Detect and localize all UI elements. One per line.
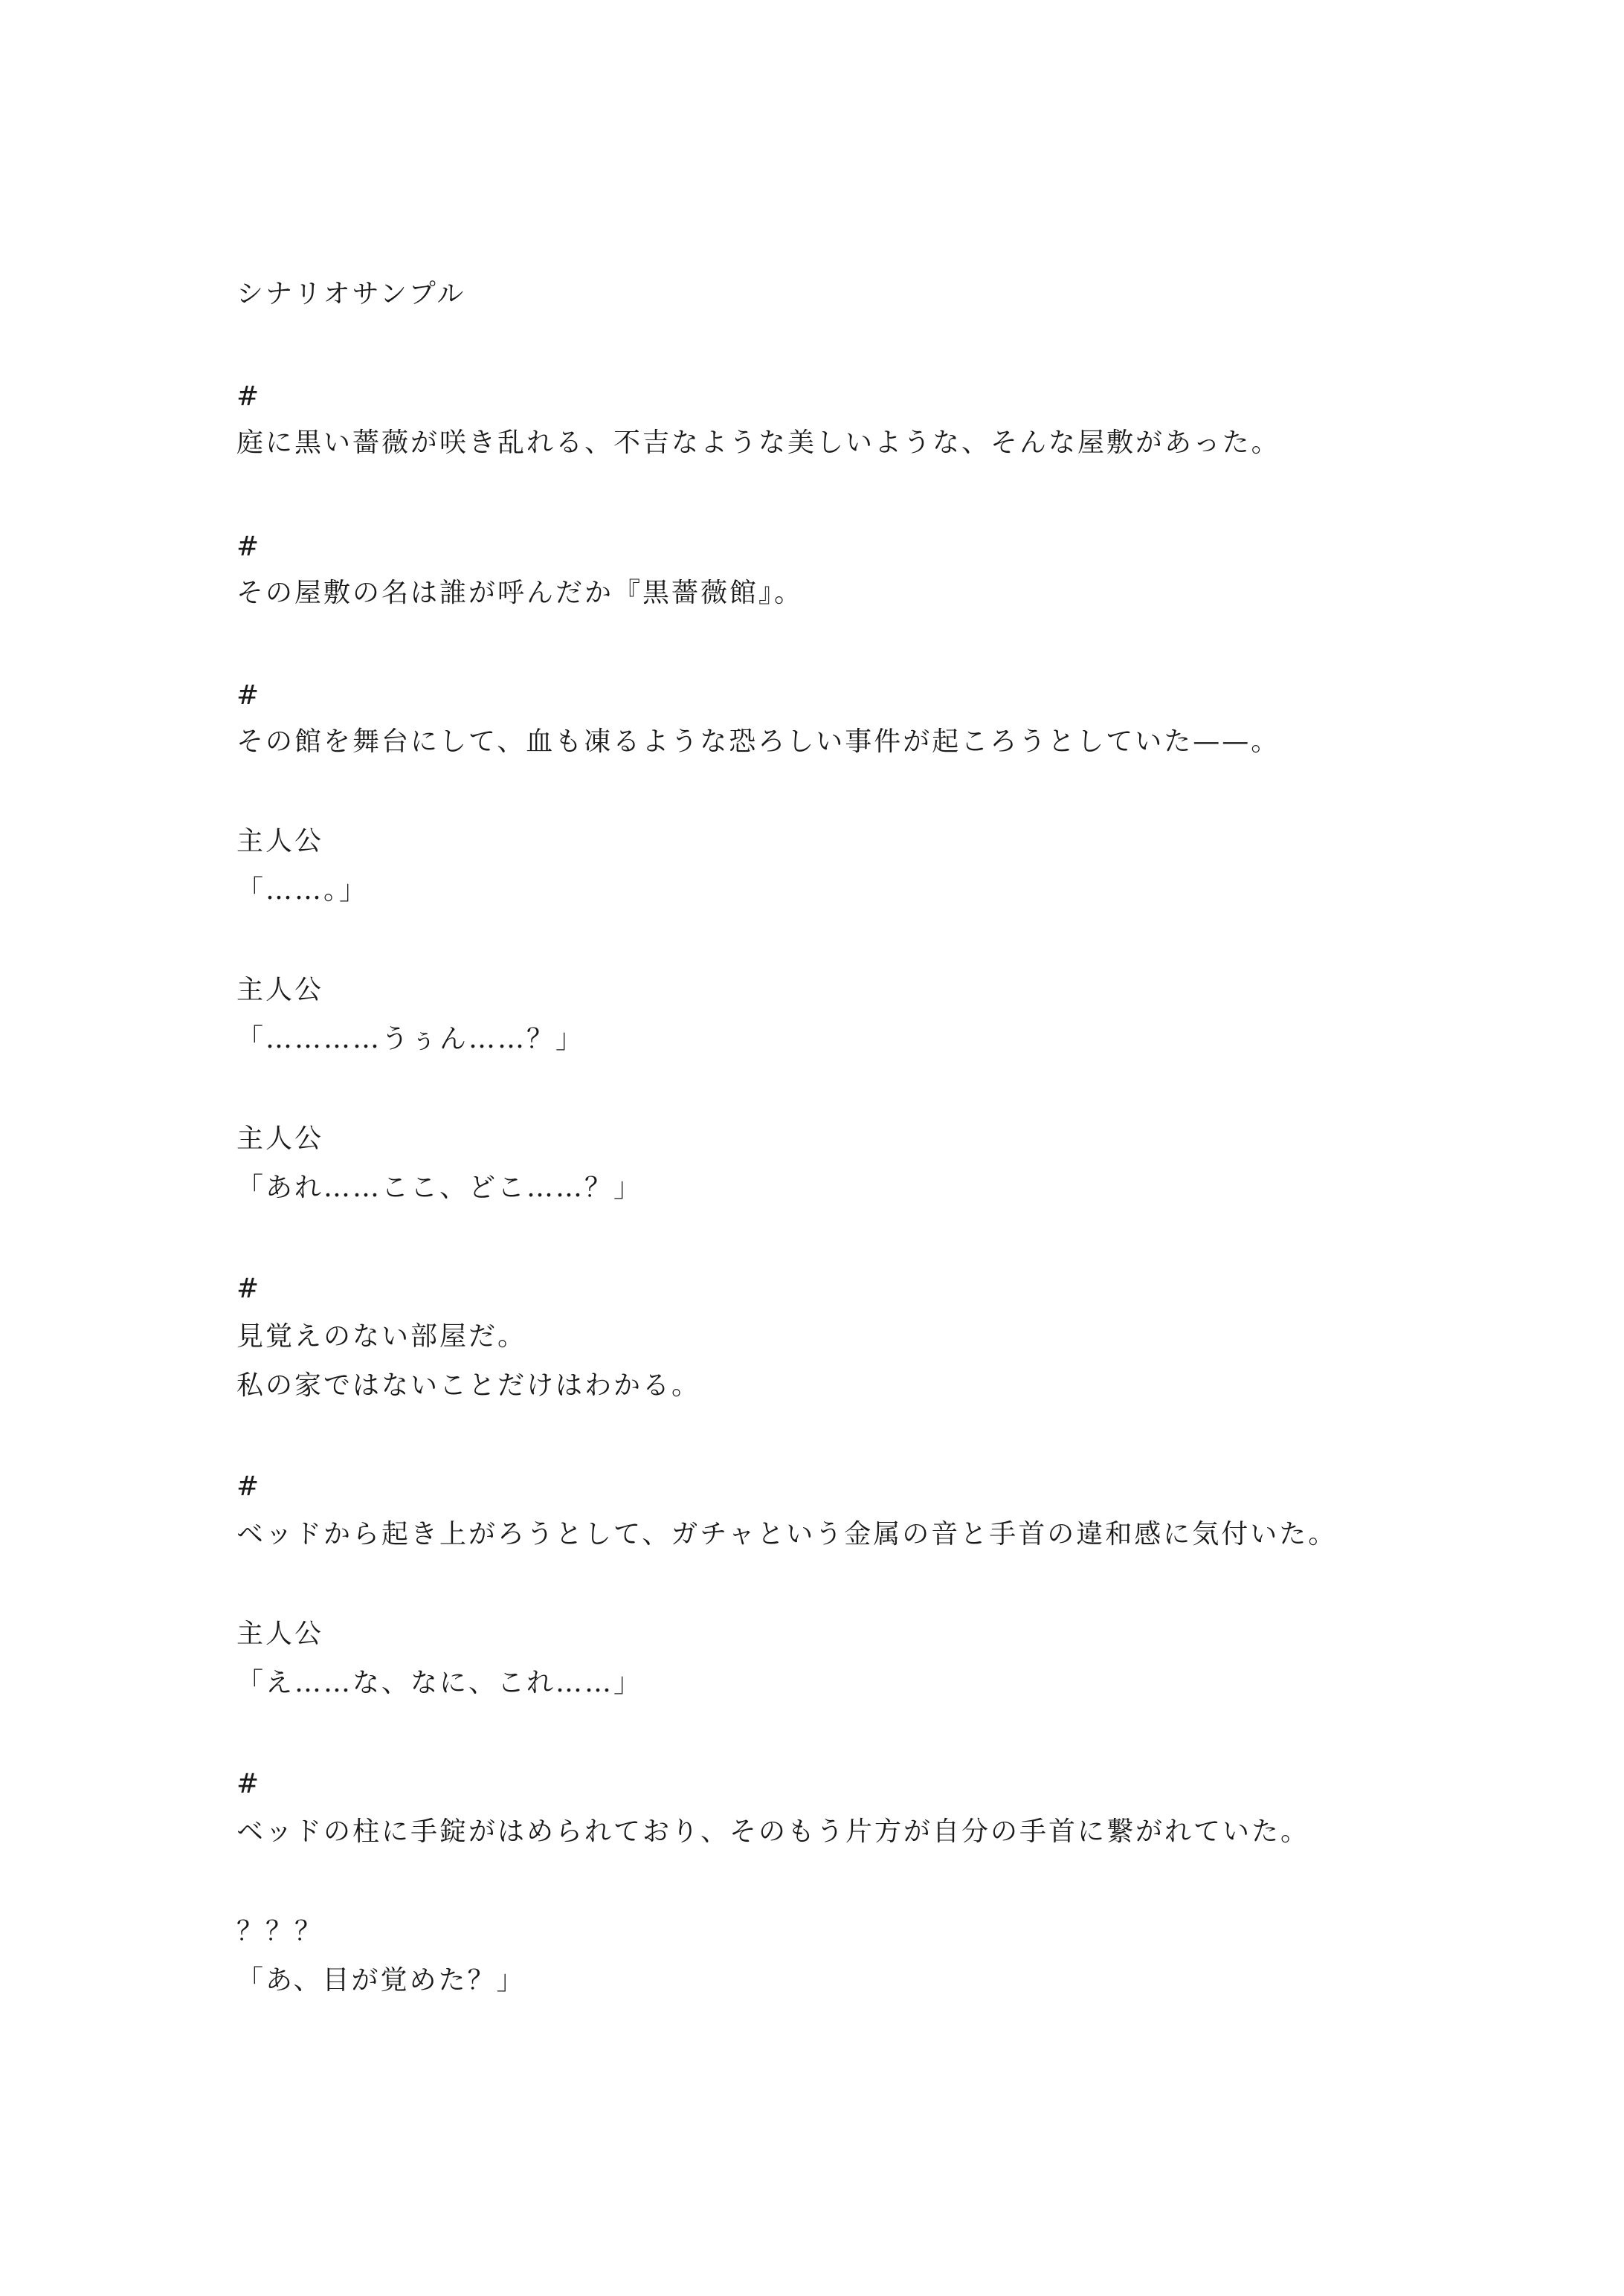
speaker-label: ？？？: [236, 1916, 324, 1947]
speaker-label: 主人公: [236, 1619, 324, 1649]
speaker-label: 主人公: [236, 975, 324, 1005]
dialogue-line: 「……。」: [236, 875, 369, 906]
narration-line: その館を舞台にして、血も凍るような恐ろしい事件が起ころうとしていた——。: [236, 726, 1280, 757]
narration-line: 庭に黒い薔薇が咲き乱れる、不吉なような美しいような、そんな屋敷があった。: [236, 428, 1280, 458]
narration-line: 私の家ではないことだけはわかる。: [236, 1370, 701, 1401]
dialogue-line: 「あれ……ここ、どこ……？」: [236, 1173, 643, 1203]
speaker-label: #: [236, 381, 262, 412]
speaker-label: #: [236, 1274, 262, 1304]
speaker-label: 主人公: [236, 1123, 324, 1154]
dialogue-line: 「え……な、なに、これ……」: [236, 1668, 643, 1698]
speaker-label: #: [236, 1769, 262, 1799]
narration-line: ベッドの柱に手錠がはめられており、そのもう片方が自分の手首に繋がれていた。: [236, 1816, 1310, 1847]
narration-line: その屋敷の名は誰が呼んだか『黒薔薇館』。: [236, 578, 804, 608]
narration-line: 見覚えのない部屋だ。: [236, 1321, 527, 1352]
speaker-label: #: [236, 1471, 262, 1502]
dialogue-line: 「…………うぅん……？」: [236, 1024, 585, 1054]
dialogue-line: 「あ、目が覚めた？」: [236, 1965, 526, 1996]
speaker-label: #: [236, 532, 262, 562]
speaker-label: #: [236, 680, 262, 711]
document-title: シナリオサンプル: [236, 279, 466, 309]
narration-line: ベッドから起き上がろうとして、ガチャという金属の音と手首の違和感に気付いた。: [236, 1519, 1338, 1550]
speaker-label: 主人公: [236, 826, 324, 857]
